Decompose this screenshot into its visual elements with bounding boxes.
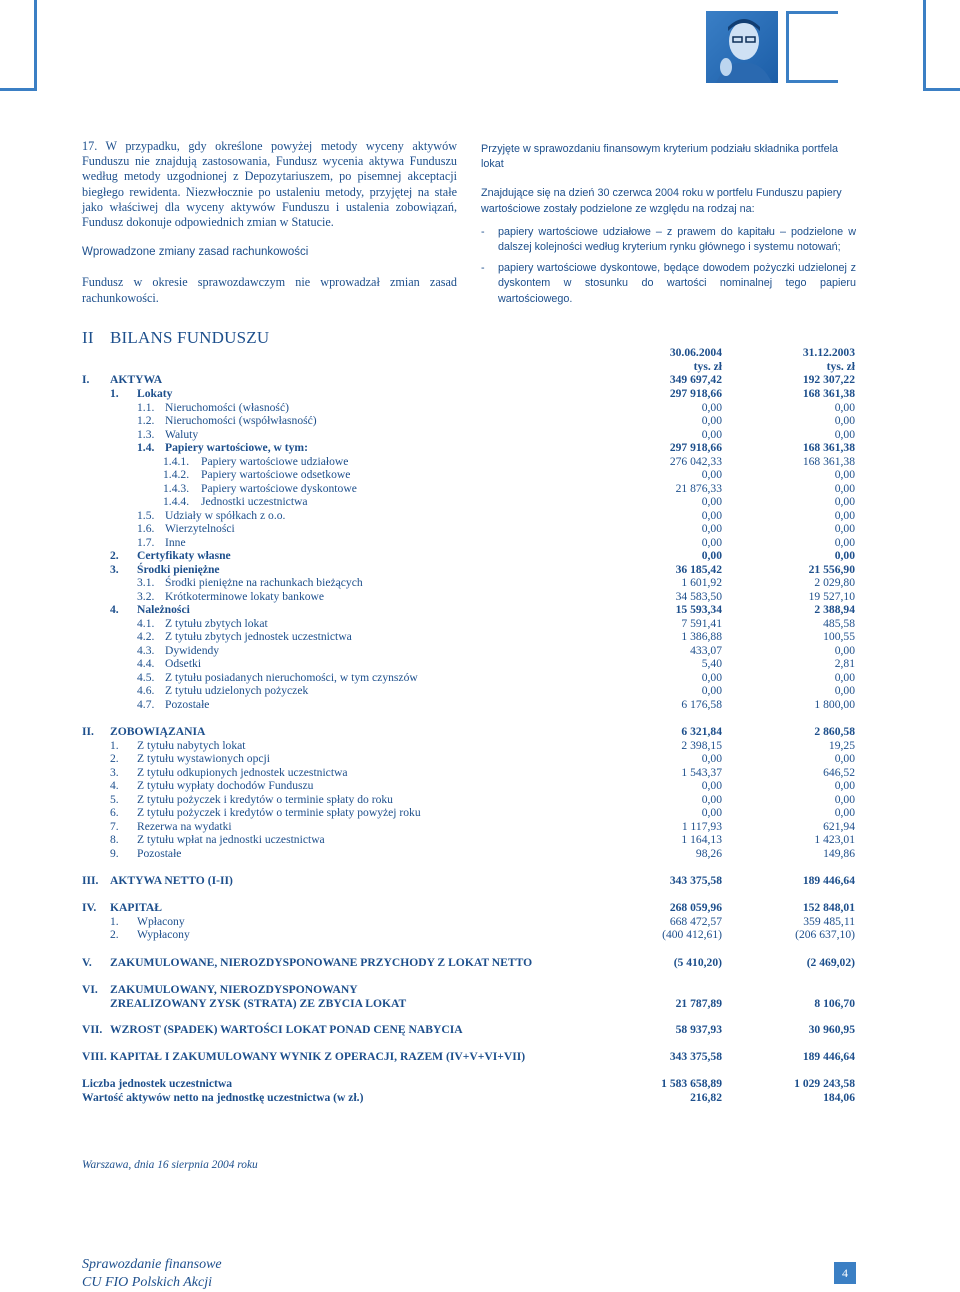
row-label: Papiery wartościowe dyskontowe [201, 482, 357, 495]
value-2003: 30 960,95 [808, 1023, 855, 1036]
table-row [0, 874, 960, 888]
table-row [0, 847, 960, 861]
row-number: 7. [110, 820, 119, 833]
value-2004: 1 164,13 [681, 833, 722, 846]
table-row [0, 401, 960, 415]
list-item: - papiery wartościowe udziałowe – z prawem do kapitału – podzielone w dalszej kolejności według kryterium rynku głównego i systemu notowań; [481, 225, 856, 255]
value-2004: 36 185,42 [675, 563, 722, 576]
page-number: 4 [834, 1262, 856, 1284]
table-row [0, 915, 960, 929]
row-number: 2. [110, 752, 119, 765]
table-row [0, 833, 960, 847]
value-2004: 349 697,42 [669, 373, 722, 386]
row-label: KAPITAŁ [110, 901, 162, 914]
table-row [0, 495, 960, 509]
table-row [0, 928, 960, 942]
row-number: 3. [110, 563, 119, 576]
row-number: 4. [110, 603, 119, 616]
value-2003: 0,00 [834, 468, 855, 481]
portfolio-criteria-list [481, 225, 856, 307]
row-label: ZOBOWIĄZANIA [110, 725, 206, 738]
value-2003: 184,06 [823, 1091, 855, 1104]
row-label: Wartość aktywów netto na jednostkę uczestnictwa (w zł.) [82, 1091, 364, 1104]
row-number: 1.1. [137, 401, 155, 414]
left-column [82, 139, 457, 306]
row-label: Z tytułu pożyczek i kredytów o terminie spłaty powyżej roku [137, 806, 421, 819]
value-2004: 297 918,66 [669, 441, 722, 454]
value-2003: 0,00 [834, 752, 855, 765]
value-2003: (206 637,10) [795, 928, 855, 941]
row-label: ZAKUMULOWANY, NIEROZDYSPONOWANY [110, 983, 358, 996]
value-2004: 6 321,84 [681, 725, 722, 738]
row-number: 4.5. [137, 671, 155, 684]
row-number: 1.5. [137, 509, 155, 522]
decorative-frame [786, 11, 838, 83]
value-2003: 0,00 [834, 644, 855, 657]
table-row [0, 509, 960, 523]
row-number: 1. [110, 739, 119, 752]
table-row [0, 630, 960, 644]
row-number: 6. [110, 806, 119, 819]
table-row [0, 428, 960, 442]
value-2004: 7 591,41 [681, 617, 722, 630]
value-2003: 0,00 [834, 522, 855, 535]
row-number: 1. [110, 915, 119, 928]
value-2004: (5 410,20) [673, 956, 722, 969]
table-row [0, 793, 960, 807]
row-label: Pozostałe [165, 698, 210, 711]
value-2003: 2,81 [834, 657, 855, 670]
table-row [0, 752, 960, 766]
value-2004: 433,07 [690, 644, 722, 657]
col2-header: 31.12.2003 [802, 346, 855, 359]
table-row [0, 617, 960, 631]
value-2003: 0,00 [834, 482, 855, 495]
footer-title [82, 1256, 222, 1292]
row-label: Wpłacony [137, 915, 185, 928]
row-label: Nieruchomości (własność) [165, 401, 289, 414]
value-2004: 2 398,15 [681, 739, 722, 752]
row-number: VII. [82, 1023, 103, 1036]
value-2003: 168 361,38 [802, 387, 855, 400]
value-2004: 0,00 [701, 793, 722, 806]
value-2003: 21 556,90 [808, 563, 855, 576]
footer-line-1: Sprawozdanie finansowe [82, 1257, 222, 1272]
value-2004: 668 472,57 [669, 915, 722, 928]
row-number: 3. [110, 766, 119, 779]
table-header-dates [0, 346, 960, 360]
table-row [0, 779, 960, 793]
row-number: 2. [110, 928, 119, 941]
row-label: AKTYWA [110, 373, 163, 386]
row-label: Papiery wartościowe, w tym: [165, 441, 308, 454]
table-row [0, 1091, 960, 1105]
table-row [0, 522, 960, 536]
value-2003: 189 446,64 [802, 1050, 855, 1063]
value-2003: 0,00 [834, 509, 855, 522]
portfolio-criteria-intro: Znajdujące się na dzień 30 czerwca 2004 roku w portfelu Funduszu papiery wartościowe zostały podzielone ze względu na rodzaj na: [481, 187, 842, 215]
value-2003: 621,94 [823, 820, 855, 833]
table-row [0, 563, 960, 577]
value-2004: 0,00 [701, 401, 722, 414]
row-number: 4.4. [137, 657, 155, 670]
table-row [0, 1077, 960, 1091]
table-row [0, 1023, 960, 1037]
row-number: 9. [110, 847, 119, 860]
row-number: 1. [110, 387, 119, 400]
value-2003: 0,00 [834, 414, 855, 427]
row-label: AKTYWA NETTO (I-II) [110, 874, 233, 887]
row-number: 4.1. [137, 617, 155, 630]
table-row [0, 414, 960, 428]
value-2003: 100,55 [823, 630, 855, 643]
value-2004: 343 375,58 [669, 874, 722, 887]
row-number: II. [82, 725, 94, 738]
row-label: Z tytułu wypłaty dochodów Funduszu [137, 779, 314, 792]
row-number: 5. [110, 793, 119, 806]
value-2004: 0,00 [701, 509, 722, 522]
list-item: - papiery wartościowe dyskontowe, będące dowodem pożyczki udzielonej z dyskontem w stosunku do wartości nominalnej tego papieru wartościowego. [481, 261, 856, 307]
table-header-units [0, 360, 960, 374]
value-2004: 21 876,33 [675, 482, 722, 495]
table-row [0, 482, 960, 496]
row-label: Środki pieniężne [137, 563, 220, 576]
value-2004: 1 583 658,89 [661, 1077, 722, 1090]
value-2003: 0,00 [834, 671, 855, 684]
value-2004: 15 593,34 [675, 603, 722, 616]
row-label: KAPITAŁ I ZAKUMULOWANY WYNIK Z OPERACJI, RAZEM (IV+V+VI+VII) [110, 1050, 526, 1063]
value-2003: 2 029,80 [814, 576, 855, 589]
row-number: 4.7. [137, 698, 155, 711]
value-2004: 21 787,89 [675, 997, 722, 1010]
row-label: Liczba jednostek uczestnictwa [82, 1077, 233, 1090]
value-2003: 168 361,38 [802, 441, 855, 454]
table-row [0, 1050, 960, 1064]
table-row [0, 684, 960, 698]
value-2004: 0,00 [701, 806, 722, 819]
value-2004: 1 601,92 [681, 576, 722, 589]
table-row [0, 536, 960, 550]
section-number: II [82, 328, 94, 347]
value-2003: 2 388,94 [814, 603, 855, 616]
value-2003: 0,00 [834, 793, 855, 806]
row-label: Papiery wartościowe udziałowe [201, 455, 349, 468]
value-2004: 0,00 [701, 752, 722, 765]
table-row [0, 373, 960, 387]
row-label: Nieruchomości (współwłasność) [165, 414, 317, 427]
value-2003: 0,00 [834, 428, 855, 441]
value-2003: (2 469,02) [806, 956, 855, 969]
table-row [0, 603, 960, 617]
row-number: 1.7. [137, 536, 155, 549]
table-row [0, 698, 960, 712]
table-row [0, 590, 960, 604]
changes-body: Fundusz w okresie sprawozdawczym nie wprowadzał zmian zasad rachunkowości. [82, 275, 457, 305]
footer-line-2: CU FIO Polskich Akcji [82, 1275, 212, 1290]
row-number: 3.2. [137, 590, 155, 603]
table-row [0, 901, 960, 915]
value-2004: 216,82 [690, 1091, 722, 1104]
table-row [0, 725, 960, 739]
value-2004: 1 117,93 [681, 820, 722, 833]
value-2004: 0,00 [701, 549, 722, 562]
value-2004: 1 543,37 [681, 766, 722, 779]
value-2003: 359 485,11 [803, 915, 855, 928]
right-column [481, 142, 856, 313]
row-number: 2. [110, 549, 119, 562]
row-label: Z tytułu nabytych lokat [137, 739, 246, 752]
row-label: Należności [137, 603, 190, 616]
row-number: IV. [82, 901, 97, 914]
value-2004: 0,00 [701, 522, 722, 535]
table-row [0, 468, 960, 482]
row-label: Inne [165, 536, 186, 549]
col1-header: 30.06.2004 [669, 346, 722, 359]
row-label: ZAKUMULOWANE, NIEROZDYSPONOWANE PRZYCHODY Z LOKAT NETTO [110, 956, 533, 969]
row-number: III. [82, 874, 99, 887]
row-label: Z tytułu zbytych lokat [165, 617, 268, 630]
value-2003: 149,86 [823, 847, 855, 860]
value-2003: 485,58 [823, 617, 855, 630]
col2-unit: tys. zł [826, 360, 855, 373]
table-row [0, 983, 960, 997]
value-2004: 0,00 [701, 414, 722, 427]
value-2004: 34 583,50 [675, 590, 722, 603]
value-2004: 0,00 [701, 468, 722, 481]
value-2003: 0,00 [834, 806, 855, 819]
row-label: Rezerwa na wydatki [137, 820, 232, 833]
corner-frame-left [0, 0, 37, 91]
row-label: Waluty [165, 428, 199, 441]
value-2004: 0,00 [701, 536, 722, 549]
value-2004: 0,00 [701, 684, 722, 697]
row-number: 1.2. [137, 414, 155, 427]
table-row [0, 576, 960, 590]
table-row [0, 387, 960, 401]
table-row [0, 997, 960, 1011]
row-number: 4. [110, 779, 119, 792]
row-label: Odsetki [165, 657, 202, 670]
value-2003: 1 423,01 [814, 833, 855, 846]
value-2003: 189 446,64 [802, 874, 855, 887]
value-2004: 0,00 [701, 671, 722, 684]
row-number: 1.4.2. [163, 468, 190, 481]
col1-unit: tys. zł [693, 360, 722, 373]
table-row [0, 549, 960, 563]
table-row [0, 441, 960, 455]
row-label: WZROST (SPADEK) WARTOŚCI LOKAT PONAD CENĘ NABYCIA [110, 1023, 463, 1036]
table-row [0, 644, 960, 658]
row-label: Dywidendy [165, 644, 220, 657]
value-2004: 1 386,88 [681, 630, 722, 643]
value-2003: 0,00 [834, 401, 855, 414]
value-2004: 0,00 [701, 779, 722, 792]
row-label: Z tytułu pożyczek i kredytów o terminie spłaty do roku [137, 793, 393, 806]
table-row [0, 739, 960, 753]
value-2004: 58 937,93 [675, 1023, 722, 1036]
table-row [0, 766, 960, 780]
value-2003: 19 527,10 [808, 590, 855, 603]
row-number: 3.1. [137, 576, 155, 589]
table-row [0, 657, 960, 671]
row-number: 1.6. [137, 522, 155, 535]
value-2004: 276 042,33 [669, 455, 722, 468]
row-label: Wypłacony [137, 928, 190, 941]
date-note: Warszawa, dnia 16 sierpnia 2004 roku [82, 1159, 258, 1171]
row-label: Z tytułu udzielonych pożyczek [165, 684, 309, 697]
row-number: 4.6. [137, 684, 155, 697]
value-2003: 1 800,00 [814, 698, 855, 711]
value-2003: 0,00 [834, 549, 855, 562]
value-2004: 297 918,66 [669, 387, 722, 400]
paragraph-17: 17. W przypadku, gdy określone powyżej metody wyceny aktywów Funduszu nie znajdują zastosowania, Fundusz wycenia aktywa Funduszu według metody uzgodnionej z Depozytariuszem, po pisemnej akceptacji biegłego rewidenta. Niezwłocznie po ustaleniu metody, przyjętej na stałe jako właściwej dla wyceny aktywów Funduszu i ustalenia zobowiązań, Fundusz dokonuje odpowiednich zmian w Statucie. [82, 139, 457, 230]
row-label: Z tytułu wystawionych opcji [137, 752, 270, 765]
value-2003: 19,25 [828, 739, 855, 752]
row-label: Środki pieniężne na rachunkach bieżących [165, 576, 363, 589]
value-2003: 2 860,58 [814, 725, 855, 738]
row-label: Pozostałe [137, 847, 182, 860]
changes-heading: Wprowadzone zmiany zasad rachunkowości [82, 246, 309, 259]
row-number: 4.3. [137, 644, 155, 657]
row-label: Z tytułu posiadanych nieruchomości, w tym czynszów [165, 671, 418, 684]
row-label: ZREALIZOWANY ZYSK (STRATA) ZE ZBYCIA LOKAT [110, 997, 407, 1010]
row-label: Udziały w spółkach z o.o. [165, 509, 286, 522]
value-2004: 268 059,96 [669, 901, 722, 914]
row-label: Z tytułu wpłat na jednostki uczestnictwa [137, 833, 325, 846]
value-2004: (400 412,61) [662, 928, 722, 941]
row-label: Z tytułu odkupionych jednostek uczestnictwa [137, 766, 348, 779]
row-number: 1.4. [137, 441, 155, 454]
value-2004: 0,00 [701, 428, 722, 441]
value-2003: 152 848,01 [802, 901, 855, 914]
row-number: 1.4.1. [163, 455, 190, 468]
value-2003: 192 307,22 [802, 373, 855, 386]
row-label: Krótkoterminowe lokaty bankowe [165, 590, 325, 603]
table-row [0, 820, 960, 834]
value-2003: 0,00 [834, 536, 855, 549]
row-label: Papiery wartościowe odsetkowe [201, 468, 351, 481]
value-2004: 0,00 [701, 495, 722, 508]
row-number: 4.2. [137, 630, 155, 643]
row-number: 1.3. [137, 428, 155, 441]
value-2003: 0,00 [834, 684, 855, 697]
value-2003: 1 029 243,58 [794, 1077, 855, 1090]
value-2003: 8 106,70 [814, 997, 855, 1010]
row-label: Wierzytelności [165, 522, 235, 535]
section-title: BILANS FUNDUSZU [110, 328, 270, 347]
table-row [0, 956, 960, 970]
corner-frame-right [923, 0, 960, 91]
row-label: Certyfikaty własne [137, 549, 231, 562]
value-2004: 5,40 [701, 657, 722, 670]
row-number: V. [82, 956, 92, 969]
value-2004: 6 176,58 [681, 698, 722, 711]
row-label: Lokaty [137, 387, 173, 400]
portfolio-criteria-heading: Przyjęte w sprawozdaniu finansowym kryterium podziału składnika portfela lokat [481, 143, 839, 171]
row-number: 1.4.4. [163, 495, 190, 508]
row-number: VI. [82, 983, 98, 996]
value-2003: 0,00 [834, 495, 855, 508]
row-number: I. [82, 373, 90, 386]
row-label: Jednostki uczestnictwa [201, 495, 308, 508]
value-2003: 646,52 [823, 766, 855, 779]
value-2003: 168 361,38 [802, 455, 855, 468]
value-2004: 343 375,58 [669, 1050, 722, 1063]
value-2003: 0,00 [834, 779, 855, 792]
row-label: Z tytułu zbytych jednostek uczestnictwa [165, 630, 352, 643]
table-row [0, 455, 960, 469]
row-number: 8. [110, 833, 119, 846]
value-2004: 98,26 [695, 847, 722, 860]
table-row [0, 806, 960, 820]
row-number: 1.4.3. [163, 482, 190, 495]
portrait-photo [706, 11, 778, 83]
row-number: VIII. [82, 1050, 107, 1063]
table-row [0, 671, 960, 685]
